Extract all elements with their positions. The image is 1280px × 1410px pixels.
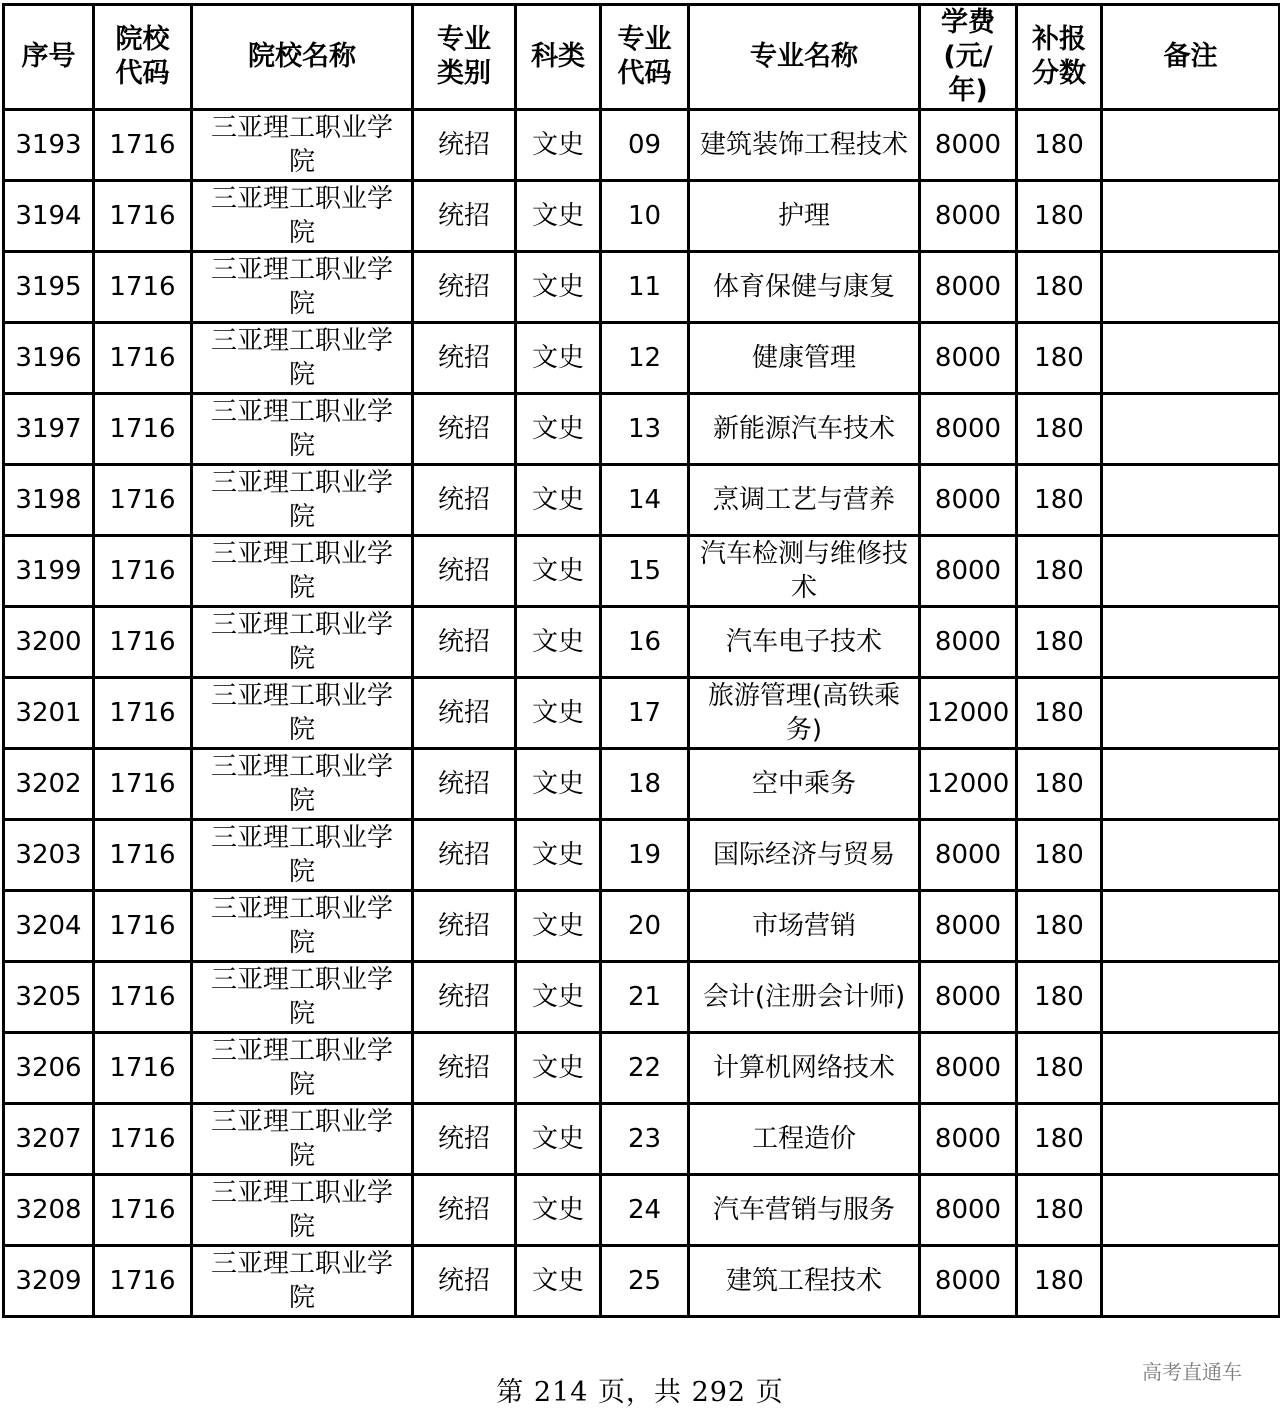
cell-score: 180 [1017, 1175, 1102, 1246]
table-body [4, 110, 1280, 1317]
cell-major-name: 市场营销 [689, 891, 920, 962]
cell-seq: 3197 [4, 394, 94, 465]
cell-school-code: 1716 [94, 891, 192, 962]
table-row [4, 181, 1280, 252]
cell-remarks [1102, 749, 1280, 820]
admission-table [2, 3, 1280, 1318]
table-row [4, 536, 1280, 607]
cell-school-name: 三亚理工职业学院 [192, 1175, 413, 1246]
cell-seq: 3206 [4, 1033, 94, 1104]
cell-remarks [1102, 181, 1280, 252]
cell-fee: 8000 [920, 1104, 1017, 1175]
cell-score: 180 [1017, 536, 1102, 607]
cell-seq: 3193 [4, 110, 94, 181]
header-major-category: 专业类别 [413, 5, 516, 110]
cell-score: 180 [1017, 749, 1102, 820]
cell-score: 180 [1017, 394, 1102, 465]
cell-major-category: 统招 [413, 1175, 516, 1246]
cell-fee: 12000 [920, 749, 1017, 820]
cell-remarks [1102, 110, 1280, 181]
cell-major-name: 会计(注册会计师) [689, 962, 920, 1033]
cell-school-name: 三亚理工职业学院 [192, 1246, 413, 1317]
cell-major-name: 汽车营销与服务 [689, 1175, 920, 1246]
cell-subject: 文史 [516, 678, 601, 749]
cell-major-code: 21 [601, 962, 689, 1033]
cell-fee: 8000 [920, 181, 1017, 252]
cell-subject: 文史 [516, 607, 601, 678]
cell-school-name: 三亚理工职业学院 [192, 252, 413, 323]
cell-major-code: 20 [601, 891, 689, 962]
header-school-name: 院校名称 [192, 5, 413, 110]
cell-fee: 8000 [920, 536, 1017, 607]
cell-major-category: 统招 [413, 678, 516, 749]
cell-fee: 8000 [920, 110, 1017, 181]
cell-school-code: 1716 [94, 820, 192, 891]
cell-school-code: 1716 [94, 323, 192, 394]
header-subject: 科类 [516, 5, 601, 110]
cell-seq: 3198 [4, 465, 94, 536]
cell-major-code: 25 [601, 1246, 689, 1317]
cell-major-name: 建筑工程技术 [689, 1246, 920, 1317]
cell-major-name: 空中乘务 [689, 749, 920, 820]
cell-score: 180 [1017, 1104, 1102, 1175]
cell-major-name: 体育保健与康复 [689, 252, 920, 323]
cell-school-name: 三亚理工职业学院 [192, 181, 413, 252]
cell-school-name: 三亚理工职业学院 [192, 1104, 413, 1175]
cell-major-category: 统招 [413, 181, 516, 252]
cell-major-category: 统招 [413, 962, 516, 1033]
cell-major-name: 旅游管理(高铁乘务) [689, 678, 920, 749]
cell-subject: 文史 [516, 465, 601, 536]
cell-fee: 8000 [920, 1175, 1017, 1246]
cell-remarks [1102, 1175, 1280, 1246]
cell-major-name: 汽车检测与维修技术 [689, 536, 920, 607]
table-row [4, 1175, 1280, 1246]
cell-school-name: 三亚理工职业学院 [192, 323, 413, 394]
cell-major-code: 22 [601, 1033, 689, 1104]
header-school-code: 院校代码 [94, 5, 192, 110]
table-row [4, 394, 1280, 465]
header-major-name: 专业名称 [689, 5, 920, 110]
cell-major-category: 统招 [413, 536, 516, 607]
cell-major-category: 统招 [413, 607, 516, 678]
cell-school-code: 1716 [94, 1246, 192, 1317]
cell-fee: 8000 [920, 820, 1017, 891]
cell-major-code: 19 [601, 820, 689, 891]
cell-score: 180 [1017, 891, 1102, 962]
cell-score: 180 [1017, 678, 1102, 749]
cell-subject: 文史 [516, 394, 601, 465]
cell-major-code: 09 [601, 110, 689, 181]
cell-major-name: 健康管理 [689, 323, 920, 394]
cell-seq: 3204 [4, 891, 94, 962]
cell-school-name: 三亚理工职业学院 [192, 678, 413, 749]
cell-fee: 12000 [920, 678, 1017, 749]
cell-major-code: 15 [601, 536, 689, 607]
cell-remarks [1102, 1104, 1280, 1175]
page-indicator: 第 214 页，共 292 页 [496, 1377, 784, 1408]
cell-major-code: 16 [601, 607, 689, 678]
cell-school-code: 1716 [94, 1175, 192, 1246]
cell-school-code: 1716 [94, 749, 192, 820]
cell-school-name: 三亚理工职业学院 [192, 607, 413, 678]
cell-subject: 文史 [516, 252, 601, 323]
cell-major-category: 统招 [413, 1246, 516, 1317]
cell-major-code: 17 [601, 678, 689, 749]
cell-subject: 文史 [516, 891, 601, 962]
cell-remarks [1102, 891, 1280, 962]
cell-school-name: 三亚理工职业学院 [192, 536, 413, 607]
cell-seq: 3207 [4, 1104, 94, 1175]
table-row [4, 1104, 1280, 1175]
cell-school-name: 三亚理工职业学院 [192, 465, 413, 536]
cell-school-name: 三亚理工职业学院 [192, 820, 413, 891]
cell-major-name: 烹调工艺与营养 [689, 465, 920, 536]
cell-score: 180 [1017, 607, 1102, 678]
cell-fee: 8000 [920, 323, 1017, 394]
cell-score: 180 [1017, 465, 1102, 536]
cell-remarks [1102, 820, 1280, 891]
table-row [4, 465, 1280, 536]
table-header-row [4, 5, 1280, 110]
header-fee: 学费(元/年) [920, 5, 1017, 110]
cell-fee: 8000 [920, 252, 1017, 323]
cell-school-code: 1716 [94, 394, 192, 465]
cell-subject: 文史 [516, 1104, 601, 1175]
cell-school-name: 三亚理工职业学院 [192, 749, 413, 820]
cell-seq: 3199 [4, 536, 94, 607]
cell-score: 180 [1017, 1246, 1102, 1317]
cell-seq: 3209 [4, 1246, 94, 1317]
cell-major-name: 国际经济与贸易 [689, 820, 920, 891]
header-score: 补报分数 [1017, 5, 1102, 110]
cell-major-code: 10 [601, 181, 689, 252]
cell-school-code: 1716 [94, 252, 192, 323]
cell-school-code: 1716 [94, 678, 192, 749]
cell-seq: 3202 [4, 749, 94, 820]
cell-score: 180 [1017, 1033, 1102, 1104]
cell-fee: 8000 [920, 465, 1017, 536]
cell-seq: 3196 [4, 323, 94, 394]
cell-major-code: 14 [601, 465, 689, 536]
cell-school-code: 1716 [94, 607, 192, 678]
cell-major-name: 工程造价 [689, 1104, 920, 1175]
cell-fee: 8000 [920, 891, 1017, 962]
cell-seq: 3194 [4, 181, 94, 252]
cell-remarks [1102, 394, 1280, 465]
cell-seq: 3195 [4, 252, 94, 323]
cell-subject: 文史 [516, 1246, 601, 1317]
cell-school-code: 1716 [94, 465, 192, 536]
cell-school-code: 1716 [94, 1033, 192, 1104]
cell-major-code: 12 [601, 323, 689, 394]
cell-score: 180 [1017, 252, 1102, 323]
cell-school-code: 1716 [94, 110, 192, 181]
cell-fee: 8000 [920, 962, 1017, 1033]
cell-subject: 文史 [516, 1033, 601, 1104]
cell-remarks [1102, 465, 1280, 536]
cell-major-code: 24 [601, 1175, 689, 1246]
cell-school-name: 三亚理工职业学院 [192, 962, 413, 1033]
cell-subject: 文史 [516, 323, 601, 394]
table-row [4, 1033, 1280, 1104]
cell-subject: 文史 [516, 962, 601, 1033]
cell-seq: 3205 [4, 962, 94, 1033]
cell-major-name: 汽车电子技术 [689, 607, 920, 678]
table-row [4, 678, 1280, 749]
table-row [4, 820, 1280, 891]
cell-school-code: 1716 [94, 181, 192, 252]
cell-major-category: 统招 [413, 1033, 516, 1104]
cell-major-code: 11 [601, 252, 689, 323]
cell-score: 180 [1017, 181, 1102, 252]
cell-subject: 文史 [516, 110, 601, 181]
cell-remarks [1102, 678, 1280, 749]
table-row [4, 252, 1280, 323]
cell-subject: 文史 [516, 181, 601, 252]
header-major-code: 专业代码 [601, 5, 689, 110]
cell-remarks [1102, 962, 1280, 1033]
cell-score: 180 [1017, 110, 1102, 181]
cell-seq: 3200 [4, 607, 94, 678]
cell-major-category: 统招 [413, 323, 516, 394]
cell-major-name: 建筑装饰工程技术 [689, 110, 920, 181]
cell-score: 180 [1017, 820, 1102, 891]
cell-remarks [1102, 252, 1280, 323]
cell-school-name: 三亚理工职业学院 [192, 110, 413, 181]
table-row [4, 1246, 1280, 1317]
cell-major-code: 23 [601, 1104, 689, 1175]
cell-fee: 8000 [920, 1246, 1017, 1317]
cell-major-category: 统招 [413, 1104, 516, 1175]
cell-major-category: 统招 [413, 891, 516, 962]
cell-major-category: 统招 [413, 394, 516, 465]
cell-remarks [1102, 536, 1280, 607]
cell-school-code: 1716 [94, 536, 192, 607]
cell-major-name: 新能源汽车技术 [689, 394, 920, 465]
table-row [4, 323, 1280, 394]
cell-fee: 8000 [920, 394, 1017, 465]
table-row [4, 891, 1280, 962]
cell-school-code: 1716 [94, 962, 192, 1033]
watermark-text: 高考直通车 [1142, 1360, 1242, 1384]
cell-major-category: 统招 [413, 820, 516, 891]
cell-seq: 3208 [4, 1175, 94, 1246]
table-row [4, 962, 1280, 1033]
cell-school-name: 三亚理工职业学院 [192, 1033, 413, 1104]
cell-score: 180 [1017, 962, 1102, 1033]
table-row [4, 110, 1280, 181]
cell-major-name: 计算机网络技术 [689, 1033, 920, 1104]
cell-school-name: 三亚理工职业学院 [192, 394, 413, 465]
cell-remarks [1102, 323, 1280, 394]
cell-seq: 3201 [4, 678, 94, 749]
header-seq: 序号 [4, 5, 94, 110]
cell-major-category: 统招 [413, 252, 516, 323]
table-row [4, 749, 1280, 820]
cell-subject: 文史 [516, 536, 601, 607]
header-remarks: 备注 [1102, 5, 1280, 110]
cell-remarks [1102, 1246, 1280, 1317]
cell-major-category: 统招 [413, 110, 516, 181]
cell-fee: 8000 [920, 607, 1017, 678]
cell-school-code: 1716 [94, 1104, 192, 1175]
cell-major-name: 护理 [689, 181, 920, 252]
cell-major-code: 18 [601, 749, 689, 820]
cell-seq: 3203 [4, 820, 94, 891]
cell-school-name: 三亚理工职业学院 [192, 891, 413, 962]
cell-remarks [1102, 1033, 1280, 1104]
cell-subject: 文史 [516, 1175, 601, 1246]
cell-remarks [1102, 607, 1280, 678]
cell-subject: 文史 [516, 749, 601, 820]
cell-major-code: 13 [601, 394, 689, 465]
cell-subject: 文史 [516, 820, 601, 891]
cell-major-category: 统招 [413, 465, 516, 536]
table-row [4, 607, 1280, 678]
cell-major-category: 统招 [413, 749, 516, 820]
cell-fee: 8000 [920, 1033, 1017, 1104]
cell-score: 180 [1017, 323, 1102, 394]
